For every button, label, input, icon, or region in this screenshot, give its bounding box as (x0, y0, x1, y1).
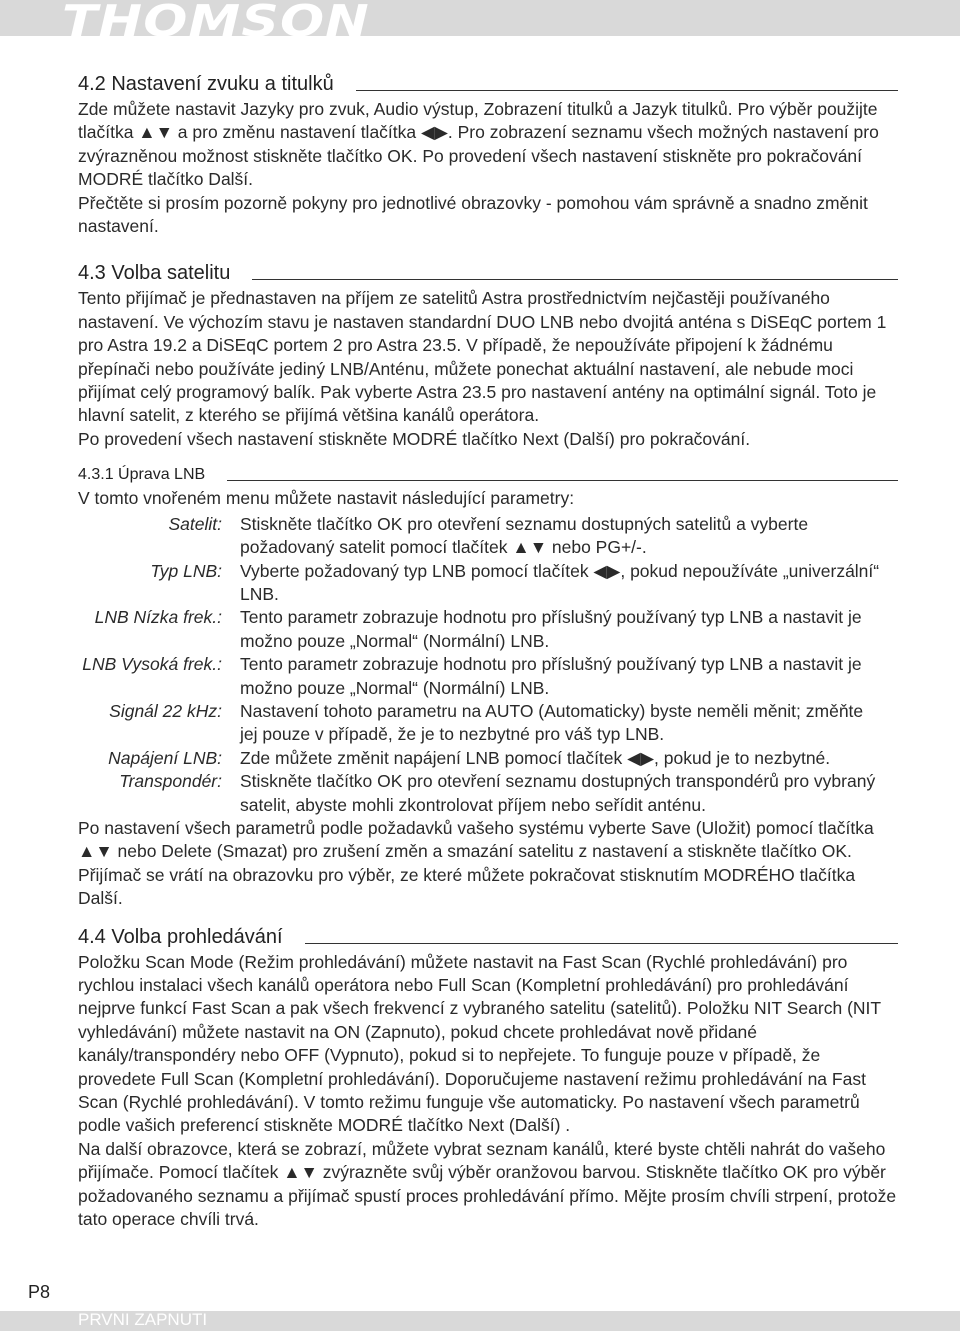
subsection-title: 4.3.1 Úprava LNB (78, 466, 206, 484)
parameter-label: Signál 22 kHz: (109, 700, 222, 721)
paragraph: Po provedení všech nastavení stiskněte MODRÉ tlačítko Next (Další) pro pokračování. (78, 428, 751, 449)
heading-rule (252, 279, 898, 280)
section-title: 4.2 Nastavení zvuku a titulků (78, 73, 334, 95)
parameter-label: Typ LNB: (150, 560, 222, 581)
parameter-label: Satelit: (168, 513, 222, 534)
paragraph: Přečtěte si prosím pozorně pokyny pro jednotlivé obrazovky - pomohou vám správně a snadno změnit nastavení. (78, 192, 868, 237)
parameter-row (78, 747, 898, 770)
parameter-description: Tento parametr zobrazuje hodnotu pro příslušný používaný typ LNB a nastavit je možno pouze „Normal“ (Normální) LNB. (240, 654, 862, 698)
parameter-row (78, 513, 898, 560)
parameter-row (78, 606, 898, 653)
parameter-label: Transpondér: (119, 771, 222, 792)
parameter-description: Tento parametr zobrazuje hodnotu pro příslušný používaný typ LNB a nastavit je možno pouze „Normal“ (Normální) LNB. (240, 607, 862, 651)
page-content (78, 72, 898, 1231)
brand-logo: THOMSON (62, 0, 370, 47)
heading-rule (305, 943, 898, 944)
paragraph: Tento přijímač je přednastaven na příjem ze satelitů Astra prostřednictvím nejčastěji používaného nastavení. Ve výchozím stavu je nastaven standardní DUO LNB nebo dvojitá anténa s DiSEqC portem 1 pro Astra 19.2 a DiSEqC portem 2 pro Astra 23.5. V případě, že nepoužíváte připojení k žádnému přepínači nebo používáte jediný LNB/Anténu, můžete ponechat aktuální nastavení, ale nebude moci přijímat celý programový balík. Pak vyberte Astra 23.5 pro nastavení antény na optimální signál. Toto je hlavní satelit, z kterého se přijímá většina kanálů operátora. (78, 288, 887, 426)
header-bar (0, 0, 960, 47)
heading-rule (227, 480, 898, 481)
parameter-description: Stiskněte tlačítko OK pro otevření seznamu dostupných satelitů a vyberte požadovaný satelit pomocí tlačítek ▲▼ nebo PG+/-. (240, 513, 809, 558)
paragraph: Zde můžete nastavit Jazyky pro zvuk, Audio výstup, Zobrazení titulků a Jazyk titulků. Pro výběr použijte tlačítka ▲▼ a pro změnu nastavení tlačítka ◀▶. Pro zobrazení seznamu všech možných nastavení pro zvýrazněnou možnost stiskněte tlačítko OK. Po provedení všech nastavení stiskněte pro pokračování MODRÉ tlačítko Další. (78, 99, 879, 190)
paragraph: V tomto vnořeném menu můžete nastavit následující parametry: (78, 488, 575, 509)
parameter-description: Vyberte požadovaný typ LNB pomocí tlačítek ◀▶, pokud nepoužíváte „univerzální“ LNB. (240, 560, 880, 604)
parameter-label: LNB Nízka frek.: (94, 607, 222, 628)
parameter-row (78, 700, 898, 747)
parameter-label: LNB Vysoká frek.: (82, 654, 222, 675)
subsection-heading-4-3-1 (78, 465, 898, 485)
section-title: 4.3 Volba satelitu (78, 262, 231, 285)
parameter-description: Nastavení tohoto parametru na AUTO (Automaticky) byste neměli měnit; změňte jej pouze v případě, že je to nezbytné pro váš typ LNB. (240, 700, 864, 745)
parameter-row (78, 560, 898, 607)
paragraph: Po nastavení všech parametrů podle požadavků vašeho systému vyberte Save (Uložit) pomocí tlačítka ▲▼ nebo Delete (Smazat) pro zrušení změn a smazání satelitu z nastavení a stiskněte tlačítko OK. Přijímač se vrátí na obrazovku pro výběr, ze které můžete pokračovat stisknutím MODRÉHO tlačítka Další. (78, 817, 874, 909)
parameter-list (78, 513, 898, 817)
section-title: 4.4 Volba prohledávání (78, 925, 283, 948)
footer-section-title: PRVNI ZAPNUTI (78, 1310, 208, 1329)
parameter-description: Zde můžete změnit napájení LNB pomocí tlačítek ◀▶, pokud je to nezbytné. (240, 747, 831, 768)
section-heading-4-2 (78, 72, 898, 96)
section-heading-4-4 (78, 925, 898, 949)
parameter-row (78, 770, 898, 817)
paragraph: Na další obrazovce, která se zobrazí, můžete vybrat seznam kanálů, které byste chtěli nahrát do vašeho přijímače. Pomocí tlačítek ▲▼ zvýrazněte svůj výběr oranžovou barvou. Stiskněte tlačítko OK pro výběr požadovaného seznamu a přijímač spustí proces prohledávání přímo. Mějte prosím chvíli strpení, protože tato operace chvíli trvá. (78, 1138, 897, 1230)
parameter-row (78, 653, 898, 700)
parameter-description: Stiskněte tlačítko OK pro otevření seznamu dostupných transpondérů pro vybraný satelit, abyste mohli zkontrolovat příjem nebo seřídit anténu. (240, 771, 876, 815)
parameter-label: Napájení LNB: (108, 747, 222, 768)
paragraph: Položku Scan Mode (Režim prohledávání) můžete nastavit na Fast Scan (Rychlé prohledávání) pro rychlou instalaci všech kanálů operátora nebo Full Scan (Kompletní prohledávání) pro prohledávání nejprve funkcí Fast Scan a pak všech frekvencí z vybraného satelitu (satelitů). Položku NIT Search (NIT vyhledávání) můžete nastavit na ON (Zapnuto), pokud chcete prohledávat nově přidané kanály/transpondéry nebo OFF (Vypnuto), pokud si to nepřejete. To funguje pouze v případě, že provedete Full Scan (Kompletní prohledávání). Doporučujeme nastavení režimu prohledávání na Fast Scan (Rychlé prohledávání). V tomto režimu funguje vše automaticky. Po nastavení všech parametrů podle vašich preferencí stiskněte MODRÉ tlačítko Next (Další) . (78, 951, 881, 1136)
heading-rule (356, 90, 898, 91)
page-number: P8 (28, 1282, 51, 1302)
section-heading-4-3 (78, 261, 898, 285)
